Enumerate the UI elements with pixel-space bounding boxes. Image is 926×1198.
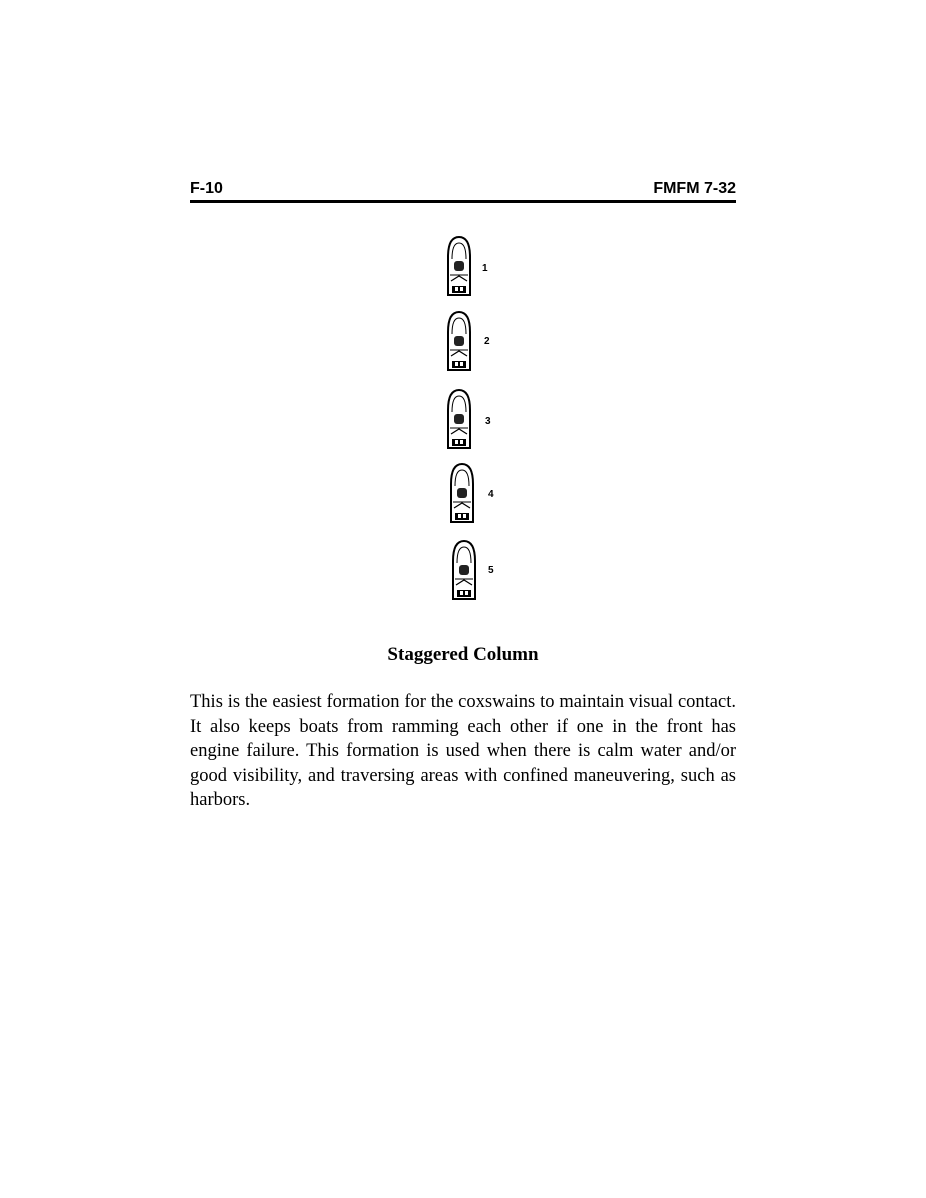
landing-boat-icon <box>449 539 479 601</box>
body-paragraph: This is the easiest formation for the coxswains to maintain visual contact. It also keeps boats from ramming each other if one in the front has engine failure. This formation is used when there is calm water and/or good visibility, and traversing areas with confined maneuvering, such as harbors. <box>190 692 736 810</box>
page-header <box>190 180 736 203</box>
boat-number-4: 4 <box>488 489 494 500</box>
landing-boat-icon <box>444 388 474 450</box>
boat-number-3: 3 <box>485 416 491 427</box>
landing-boat-icon <box>444 310 474 372</box>
boat-1 <box>444 235 474 297</box>
page-number: F-10 <box>190 180 223 197</box>
boat-5 <box>449 539 479 601</box>
boat-number-5: 5 <box>488 565 494 576</box>
figure-caption: Staggered Column <box>387 644 539 665</box>
boat-number-2: 2 <box>484 336 490 347</box>
landing-boat-icon <box>447 462 477 524</box>
boat-2 <box>444 310 474 372</box>
manual-id: FMFM 7-32 <box>653 180 736 197</box>
boat-3 <box>444 388 474 450</box>
landing-boat-icon <box>444 235 474 297</box>
boat-4 <box>447 462 477 524</box>
boat-number-1: 1 <box>482 263 488 274</box>
